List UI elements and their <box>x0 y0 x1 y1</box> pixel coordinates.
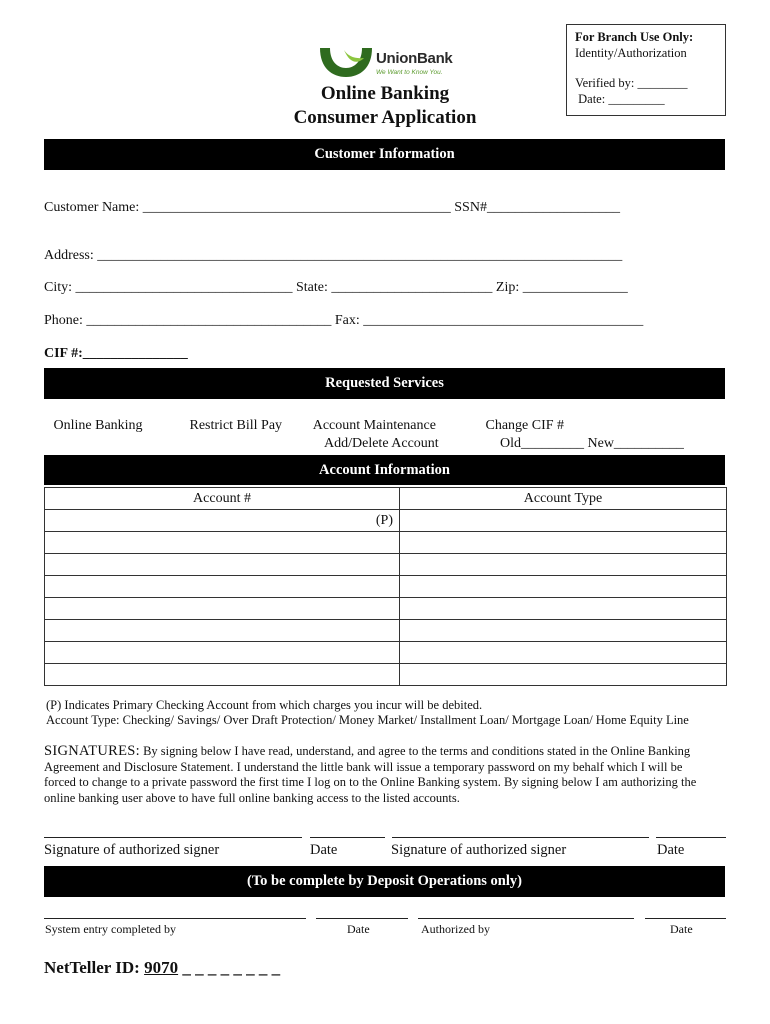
table-row <box>45 620 727 642</box>
account-number-cell[interactable] <box>45 620 400 642</box>
account-type-cell[interactable] <box>400 554 727 576</box>
system-entry-label: System entry completed by <box>45 922 176 936</box>
address-field[interactable]: Address: ___________________________________________________________________________ <box>44 248 623 263</box>
ops-date1-line[interactable] <box>316 918 408 919</box>
table-row <box>45 598 727 620</box>
customer-name-ssn-field[interactable]: Customer Name: ____________________________________________ SSN#___________________ <box>44 200 620 215</box>
table-row <box>45 532 727 554</box>
primary-account-note: (P) Indicates Primary Checking Account from which charges you incur will be debited. <box>46 698 483 712</box>
requested-services-header: Requested Services <box>44 368 725 399</box>
netteller-id <box>44 958 280 978</box>
account-maintenance-checkbox[interactable]: Account Maintenance <box>310 418 436 433</box>
old-new-cif-field[interactable]: Old_________ New__________ <box>500 436 684 451</box>
signer2-date-label: Date <box>657 842 685 858</box>
account-type-note: Account Type: Checking/ Savings/ Over Draft Protection/ Money Market/ Installment Loan/ Mortgage Loan/ Home Equity Line <box>46 713 689 727</box>
branch-use-title: For Branch Use Only: <box>575 30 694 44</box>
signatures-statement: SIGNATURES: By signing below I have read, understand, and agree to the terms and conditions stated in the Online Banking Agreement and Disclosure Statement. I understand the little bank will issue a temporary password on my behalf which I will be forced to change to a private password the first time I log on to the Online Banking system. By signing below I am authorizing the online banking user above to have full online banking access to the listed accounts. <box>44 743 697 805</box>
signer1-label: Signature of authorized signer <box>44 842 220 858</box>
signer2-label: Signature of authorized signer <box>391 842 567 858</box>
account-number-header: Account # <box>45 488 400 510</box>
logo-mark-icon <box>318 46 374 78</box>
signer2-date-line[interactable] <box>656 837 726 838</box>
ops-date1-label: Date <box>347 922 370 936</box>
phone-fax-field[interactable]: Phone: ___________________________________ Fax: ________________________________________ <box>44 313 644 328</box>
ops-date2-label: Date <box>670 922 693 936</box>
account-type-cell[interactable] <box>400 598 727 620</box>
account-type-cell[interactable] <box>400 642 727 664</box>
deposit-operations-header: (To be complete by Deposit Operations only) <box>44 866 725 897</box>
authorized-by-label: Authorized by <box>421 922 490 936</box>
form-title-line2: Consumer Application <box>293 107 477 128</box>
branch-date-field[interactable]: Date: _________ <box>575 92 665 106</box>
form-title-line1: Online Banking <box>320 83 450 104</box>
branch-use-subtitle: Identity/Authorization <box>575 46 687 60</box>
table-row <box>45 576 727 598</box>
table-row <box>45 642 727 664</box>
account-information-header: Account Information <box>44 455 725 485</box>
signer1-date-line[interactable] <box>310 837 385 838</box>
add-delete-account-label: Add/Delete Account <box>324 436 439 451</box>
account-type-cell[interactable] <box>400 620 727 642</box>
account-type-cell[interactable] <box>400 576 727 598</box>
account-number-cell[interactable] <box>45 664 400 686</box>
account-type-cell[interactable] <box>400 510 727 532</box>
signer1-signature-line[interactable] <box>44 837 302 838</box>
account-number-cell[interactable]: (P) <box>45 510 400 532</box>
unionbank-logo <box>318 46 458 80</box>
signatures-heading: SIGNATURES: <box>44 743 140 759</box>
restrict-bill-pay-checkbox[interactable]: Restrict Bill Pay <box>186 418 283 433</box>
authorized-by-line[interactable] <box>418 918 634 919</box>
signer2-signature-line[interactable] <box>392 837 649 838</box>
branch-use-box <box>566 24 726 116</box>
table-header-row <box>45 488 727 510</box>
account-number-cell[interactable] <box>45 532 400 554</box>
table-row <box>45 510 727 532</box>
account-number-cell[interactable] <box>45 554 400 576</box>
signer1-date-label: Date <box>310 842 338 858</box>
account-type-header: Account Type <box>400 488 727 510</box>
account-number-cell[interactable] <box>45 576 400 598</box>
netteller-blanks[interactable]: _ _ _ _ _ _ _ _ <box>178 958 281 977</box>
table-row <box>45 664 727 686</box>
netteller-label: NetTeller ID: <box>44 958 145 977</box>
logo-wordmark: UnionBank <box>376 50 453 67</box>
change-cif-checkbox[interactable]: Change CIF # <box>482 418 565 433</box>
online-banking-checkbox[interactable]: Online Banking <box>50 418 143 433</box>
account-number-cell[interactable] <box>45 598 400 620</box>
account-table <box>44 487 727 686</box>
customer-information-header: Customer Information <box>44 139 725 170</box>
ops-date2-line[interactable] <box>645 918 726 919</box>
system-entry-line[interactable] <box>44 918 306 919</box>
table-row <box>45 554 727 576</box>
account-number-cell[interactable] <box>45 642 400 664</box>
account-type-cell[interactable] <box>400 664 727 686</box>
verified-by-field[interactable]: Verified by: ________ <box>575 76 688 90</box>
logo-tagline: We Want to Know You. <box>376 69 443 76</box>
city-state-zip-field[interactable]: City: _______________________________ State: _______________________ Zip: _______________ <box>44 280 628 295</box>
cif-field[interactable]: CIF #:_______________ <box>44 346 188 361</box>
netteller-prefix: 9070 <box>144 958 179 977</box>
account-type-cell[interactable] <box>400 532 727 554</box>
